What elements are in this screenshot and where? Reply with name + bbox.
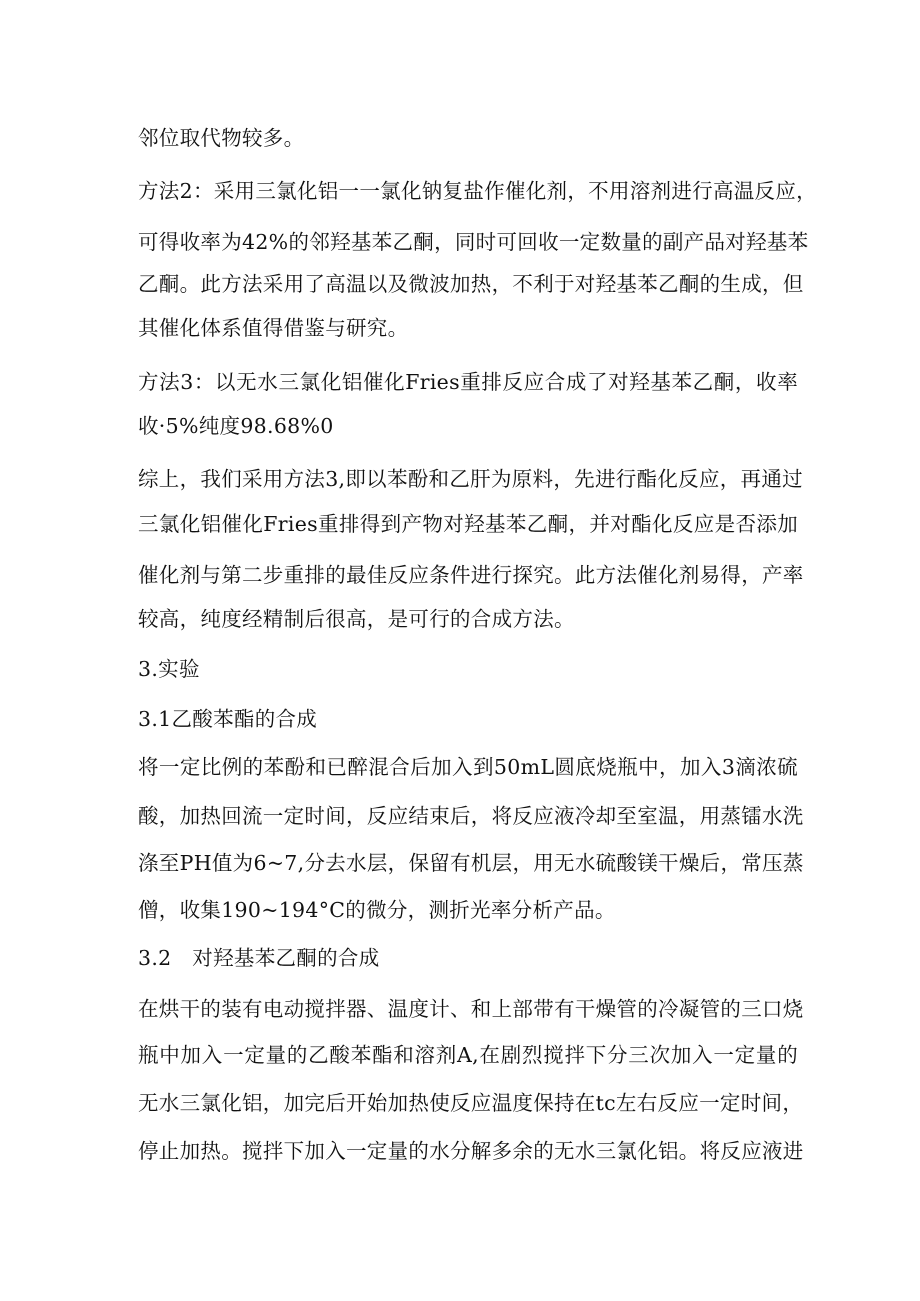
text-line: 其催化体系值得借鉴与研究。 bbox=[138, 316, 409, 340]
text-line: 三氯化铝催化Fries重排得到产物对羟基苯乙酮，并对酯化反应是否添加 bbox=[138, 512, 798, 536]
text-line: 方法2：采用三氯化铝一一氯化钠复盐作催化剂，不用溶剂进行高温反应， bbox=[138, 179, 817, 203]
text-line: 较高，纯度经精制后很高，是可行的合成方法。 bbox=[138, 607, 575, 631]
text-line: 可得收率为42%的邻羟基苯乙酮，同时可回收一定数量的副产品对羟基苯 bbox=[138, 230, 809, 254]
section-heading: 3.实验 bbox=[138, 657, 200, 681]
text-line: 瓶中加入一定量的乙酸苯酯和溶剂A,在剧烈搅拌下分三次加入一定量的 bbox=[138, 1043, 798, 1067]
text-line: 将一定比例的苯酚和已醉混合后加入到50mL圆底烧瓶中，加入3滴浓硫 bbox=[138, 755, 798, 779]
subsection-heading: 3.2 对羟基苯乙酮的合成 bbox=[138, 946, 380, 970]
text-line: 停止加热。搅拌下加入一定量的水分解多余的无水三氯化铝。将反应液进 bbox=[138, 1139, 804, 1163]
text-line: 无水三氯化铝，加完后开始加热使反应温度保持在tc左右反应一定时间， bbox=[138, 1091, 804, 1115]
text-line: 涤至PH值为6~7,分去水层，保留有机层，用无水硫酸镁干燥后，常压蒸 bbox=[138, 851, 804, 875]
text-line: 乙酮。此方法采用了高温以及微波加热，不利于对羟基苯乙酮的生成，但 bbox=[138, 272, 804, 296]
text-line: 僧，收集190~194°C的微分，测折光率分析产品。 bbox=[138, 898, 616, 922]
text-line: 方法3：以无水三氯化铝催化Fries重排反应合成了对羟基苯乙酮，收率 bbox=[138, 370, 798, 394]
text-line: 收·5%纯度98.68%0 bbox=[138, 414, 334, 438]
text-line: 综上，我们采用方法3,即以苯酚和乙肝为原料，先进行酯化反应，再通过 bbox=[138, 467, 803, 491]
text-line: 酸，加热回流一定时间，反应结束后，将反应液冷却至室温，用蒸镭水洗 bbox=[138, 804, 804, 828]
subsection-heading: 3.1乙酸苯酯的合成 bbox=[138, 707, 318, 731]
text-line: 邻位取代物较多。 bbox=[138, 126, 305, 150]
text-line: 催化剂与第二步重排的最佳反应条件进行探究。此方法催化剂易得，产率 bbox=[138, 563, 804, 587]
text-line: 在烘干的装有电动搅拌器、温度计、和上部带有干燥管的冷凝管的三口烧 bbox=[138, 997, 804, 1021]
